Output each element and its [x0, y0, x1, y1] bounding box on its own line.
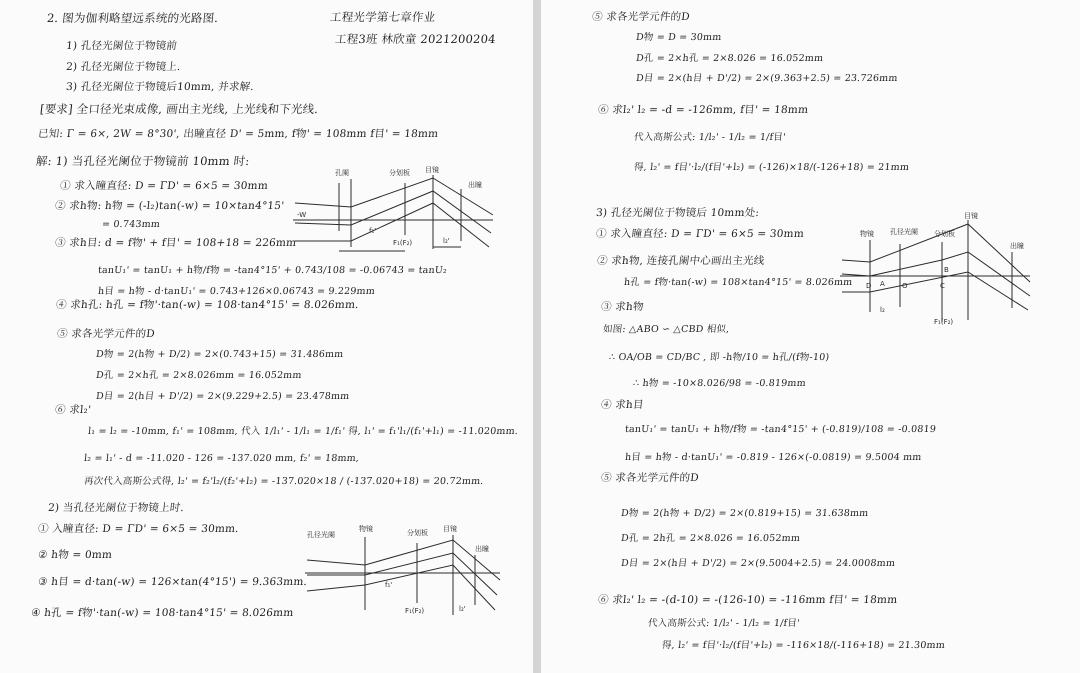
left-handwritten-line-13: tanU₁' = tanU₁ + h物/f物 = -tan4°15' + 0.743/108 = -0.06743 = tanU₂: [97, 265, 448, 276]
left-handwritten-line-27: ③ h目 = d·tan(-w) = 126×tan(4°15') = 9.363mm.: [37, 576, 308, 588]
right-handwritten-line-10: h孔 = f物·tan(-w) = 108×tan4°15' = 8.026mm: [623, 277, 853, 288]
left-handwritten-line-23: 再次代入高斯公式得, l₂' = f₂'l₂/(f₂'+l₂) = -137.020×18 / (-137.020+18) = 20.72mm.: [83, 476, 485, 487]
right-handwritten-line-21: D目 = 2×(h目 + D'/2) = 2×(9.5004+2.5) = 24.0008mm: [620, 558, 896, 569]
left-handwritten-line-3: 1) 孔径光阑位于物镜前: [65, 40, 178, 52]
right-handwritten-line-8: ① 求入瞳直径: D = ΓD' = 6×5 = 30mm: [595, 228, 805, 240]
right-handwritten-line-0: ⑤ 求各光学元件的D: [591, 11, 691, 23]
diagram3-label-8: D: [866, 282, 872, 290]
right-handwritten-line-9: ② 求h物, 连接孔阑中心画出主光线: [596, 255, 766, 267]
left-handwritten-line-20: ⑥ 求l₂': [54, 404, 92, 416]
right-handwritten-line-12: 如图: △ABO ∽ △CBD 相似,: [602, 324, 730, 335]
diagram3-label-10: F₁(F₂): [934, 318, 954, 326]
right-handwritten-line-4: ⑥ 求l₂' l₂ = -d = -126mm, f目' = 18mm: [597, 104, 809, 116]
diagram2-label-6: F₁(F₂): [405, 607, 425, 615]
right-page: [541, 0, 1080, 673]
left-handwritten-line-2: 工程3班 林欣童 2021200204: [334, 32, 497, 46]
diagram2-label-1: 物镜: [359, 525, 373, 533]
left-handwritten-line-6: [要求] 全口径光束成像, 画出主光线, 上光线和下光线.: [39, 102, 320, 116]
diagram1-label-3: 出瞳: [468, 181, 482, 189]
right-handwritten-line-3: D目 = 2×(h目 + D'/2) = 2×(9.363+2.5) = 23.726mm: [635, 73, 899, 84]
diagram3-label-11: l₂: [880, 306, 885, 314]
optical-diagram-2: [305, 525, 505, 620]
left-handwritten-line-22: l₂ = l₁' - d = -11.020 - 126 = -137.020 mm, f₂' = 18mm,: [83, 453, 360, 464]
right-handwritten-line-14: ∴ h物 = -10×8.026/98 = -0.819mm: [632, 378, 807, 389]
left-handwritten-line-10: ② 求h物: h物 = (-l₂)tan(-w) = 10×tan4°15': [54, 200, 285, 212]
left-handwritten-line-28: ④ h孔 = f物'·tan(-w) = 108·tan4°15' = 8.026mm: [30, 607, 295, 619]
right-handwritten-line-15: ④ 求h目: [600, 399, 645, 411]
diagram2-label-7: l₂': [459, 605, 466, 613]
right-handwritten-line-24: 得, l₂' = f目'·l₂/(f目'+l₂) = -116×18/(-116+18) = 21.30mm: [661, 640, 946, 651]
diagram1-label-5: f₁': [369, 227, 377, 235]
left-handwritten-line-0: 2. 图为伽利略望远系统的光路图.: [46, 11, 219, 25]
diagram1-label-6: F₁(F₂): [393, 239, 413, 247]
left-handwritten-line-17: D物 = 2(h物 + D/2) = 2×(0.743+15) = 31.486mm: [95, 349, 344, 360]
left-handwritten-line-21: l₁ = l₂ = -10mm, f₁' = 108mm, 代入 1/l₁' - 1/l₁ = 1/f₁' 得, l₁' = f₁'l₁/(f₁'+l₁) = -11.020mm.: [87, 426, 519, 437]
left-handwritten-line-9: ① 求入瞳直径: D = ΓD' = 6×5 = 30mm: [59, 180, 269, 192]
right-handwritten-line-19: D物 = 2(h物 + D/2) = 2×(0.819+15) = 31.638mm: [620, 508, 869, 519]
diagram1-label-1: 分划板: [389, 169, 410, 177]
diagram2-label-2: 分划板: [407, 529, 428, 537]
right-handwritten-line-7: 3) 孔径光阑位于物镜后 10mm处:: [595, 207, 760, 219]
left-handwritten-line-25: ① 入瞳直径: D = ΓD' = 6×5 = 30mm.: [37, 523, 240, 535]
diagram3-label-6: B: [944, 266, 949, 274]
diagram1-label-2: 目镜: [425, 166, 439, 174]
optical-diagram-3: [840, 212, 1035, 327]
right-handwritten-line-13: ∴ OA/OB = CD/BC , 即 -h物/10 = h孔/(f物-10): [608, 352, 830, 363]
left-handwritten-line-1: 工程光学第七章作业: [329, 10, 437, 24]
diagram1-label-7: l₂': [443, 237, 450, 245]
diagram3-label-7: C: [940, 282, 945, 290]
left-handwritten-line-26: ② h物 = 0mm: [37, 549, 113, 561]
diagram3-label-0: 目镜: [964, 212, 978, 220]
diagram3-label-2: 孔径光阑: [890, 228, 918, 236]
diagram1-label-0: 孔阑: [335, 169, 349, 177]
diagram3-label-3: 分划板: [934, 230, 955, 238]
left-handwritten-line-11: = 0.743mm: [101, 219, 161, 230]
left-handwritten-line-4: 2) 孔径光阑位于物镜上.: [65, 61, 182, 73]
diagram1-label-4: -W: [297, 211, 307, 219]
diagram3-label-1: 物镜: [860, 230, 874, 238]
diagram2-label-0: 孔径光阑: [307, 531, 335, 539]
right-handwritten-line-1: D物 = D = 30mm: [635, 32, 723, 43]
right-handwritten-line-20: D孔 = 2h孔 = 2×8.026 = 16.052mm: [620, 533, 801, 544]
diagram3-label-9: O: [902, 282, 908, 290]
diagram2-label-5: f₁': [385, 581, 393, 589]
diagram2-label-3: 目镜: [443, 525, 457, 533]
diagram3-label-5: A: [880, 280, 885, 288]
right-handwritten-line-18: ⑤ 求各光学元件的D: [600, 472, 700, 484]
right-handwritten-line-6: 得, l₂' = f目'·l₂/(f目'+l₂) = (-126)×18/(-126+18) = 21mm: [633, 162, 910, 173]
left-handwritten-line-12: ③ 求h目: d = f物' + f目' = 108+18 = 226mm: [54, 237, 297, 249]
diagram2-label-4: 出瞳: [475, 545, 489, 553]
left-handwritten-line-14: h目 = h物 - d·tanU₁' = 0.743+126×0.06743 = 9.229mm: [97, 286, 376, 297]
left-handwritten-line-24: 2) 当孔径光阑位于物镜上时.: [47, 502, 185, 514]
left-handwritten-line-7: 已知: Γ = 6×, 2W = 8°30', 出瞳直径 D' = 5mm, f物' = 108mm f目' = 18mm: [37, 128, 439, 140]
right-handwritten-line-16: tanU₁' = tanU₁ + h物/f物 = -tan4°15' + (-0.819)/108 = -0.0819: [624, 424, 937, 435]
left-handwritten-line-18: D孔 = 2×h孔 = 2×8.026mm = 16.052mm: [95, 370, 303, 381]
diagram3-label-4: 出瞳: [1010, 242, 1024, 250]
page-gutter: [533, 0, 541, 673]
left-handwritten-line-19: D目 = 2(h目 + D'/2) = 2×(9.229+2.5) = 23.478mm: [95, 391, 350, 402]
left-handwritten-line-16: ⑤ 求各光学元件的D: [56, 328, 156, 340]
right-handwritten-line-5: 代入高斯公式: 1/l₂' - 1/l₂ = 1/f目': [633, 132, 787, 143]
right-handwritten-line-11: ③ 求h物: [600, 301, 645, 313]
left-handwritten-line-8: 解: 1) 当孔径光阑位于物镜前 10mm 时:: [35, 154, 251, 168]
right-handwritten-line-17: h目 = h物 - d·tanU₁' = -0.819 - 126×(-0.0819) = 9.5004 mm: [624, 452, 923, 463]
right-handwritten-line-2: D孔 = 2×h孔 = 2×8.026 = 16.052mm: [635, 53, 824, 64]
left-handwritten-line-15: ④ 求h孔: h孔 = f物'·tan(-w) = 108·tan4°15' = 8.026mm.: [55, 299, 360, 311]
left-handwritten-line-5: 3) 孔径光阑位于物镜后10mm, 并求解.: [65, 81, 255, 93]
right-handwritten-line-22: ⑥ 求l₂' l₂ = -(d-10) = -(126-10) = -116mm f目' = 18mm: [597, 594, 898, 606]
right-handwritten-line-23: 代入高斯公式: 1/l₂' - 1/l₂ = 1/f目': [647, 618, 801, 629]
optical-diagram-1: [293, 163, 498, 253]
